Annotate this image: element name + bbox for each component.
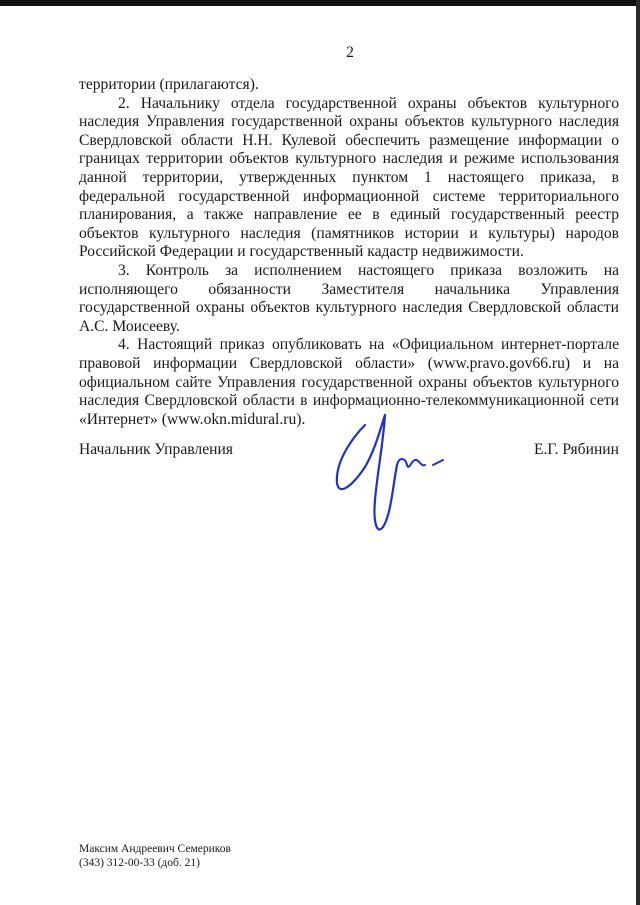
contact-phone: (343) 312-00-33 (доб. 21)	[79, 857, 200, 869]
paragraph-item-2: 2. Начальнику отдела государственной охраны объектов культурного наследия Управления государственной охраны объектов культурного наследия Свердловской области Н.Н. Кулевой обеспечить размещение информации о границах территории объектов культурного наследия и режиме использования данной территории, утвержденных пунктом 1 настоящего приказа, в федеральной государственной информационной системе территориального планирования, а также направление ее в единый государственный реестр объектов культурного наследия (памятников истории и культуры) народов Российской Федерации и государственный кадастр недвижимости.	[79, 94, 619, 261]
paragraph-continuation: территории (прилагаются).	[79, 76, 259, 93]
document-body	[79, 76, 619, 429]
paragraph-item-4: 4. Настоящий приказ опубликовать на «Официальном интернет-портале правовой информации Свердловской области» (www.pravo.gov66.ru) и на официальном сайте Управления государственной охраны объектов культурного наследия Свердловской области в информационно-телекоммуникационной сети «Интернет» (www.okn.midural.ru).	[79, 336, 619, 428]
paragraph-item-3: 3. Контроль за исполнением настоящего приказа возложить на исполняющего обязанности Заместителя начальника Управления государственной охраны объектов культурного наследия Свердловской области А.С. Моисееву.	[79, 261, 619, 335]
page-number: 2	[346, 44, 354, 61]
contact-info	[79, 842, 231, 870]
scan-edge-right	[636, 0, 640, 905]
signatory-name: Е.Г. Рябинин	[533, 441, 619, 458]
handwritten-signature	[325, 405, 475, 545]
scan-edge-top	[0, 0, 640, 6]
contact-person: Максим Андреевич Семериков	[79, 843, 231, 855]
signatory-title: Начальник Управления	[79, 441, 233, 458]
